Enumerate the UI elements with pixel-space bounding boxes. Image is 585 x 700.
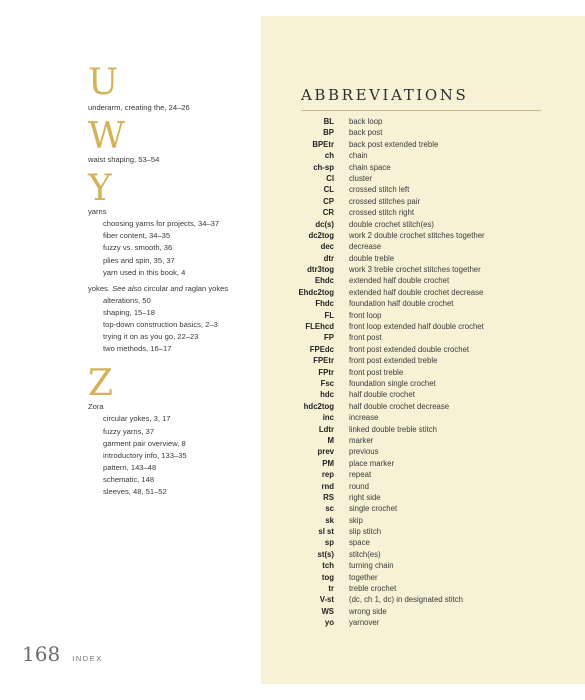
abbreviation-term: PM bbox=[322, 458, 334, 468]
abbreviation-definition: together bbox=[349, 572, 378, 582]
abbreviation-term: WS bbox=[321, 606, 334, 616]
abbreviation-row bbox=[261, 606, 585, 617]
abbreviation-row bbox=[261, 503, 585, 514]
abbreviation-term: CP bbox=[323, 196, 334, 206]
abbreviations-panel bbox=[261, 16, 585, 684]
abbreviation-definition: back post extended treble bbox=[349, 139, 439, 149]
abbreviation-row bbox=[261, 298, 585, 309]
abbreviation-row bbox=[261, 378, 585, 389]
abbreviation-row bbox=[261, 424, 585, 435]
abbreviation-row bbox=[261, 515, 585, 526]
index-entry: waist shaping, 53–54 bbox=[88, 155, 160, 165]
index-subentry: two methods, 16–17 bbox=[103, 344, 172, 354]
index-subentry: yarn used in this book, 4 bbox=[103, 267, 186, 277]
abbreviation-row bbox=[261, 412, 585, 423]
abbreviation-row bbox=[261, 184, 585, 195]
abbreviation-definition: work 2 double crochet stitches together bbox=[349, 230, 485, 240]
abbreviation-term: yo bbox=[324, 618, 334, 628]
yokes-head-a: yokes. bbox=[88, 283, 113, 293]
index-section-w bbox=[88, 116, 260, 166]
abbreviation-row bbox=[261, 253, 585, 264]
abbreviation-definition: front post extended double crochet bbox=[349, 344, 470, 354]
abbreviation-term: sp bbox=[324, 538, 334, 548]
index-subentry: sleeves, 48, 51–52 bbox=[103, 486, 167, 496]
abbreviation-term: dc2tog bbox=[308, 230, 334, 240]
index-section-y bbox=[88, 168, 260, 355]
abbreviation-definition: place marker bbox=[349, 458, 395, 468]
abbreviation-term: FL bbox=[324, 310, 334, 320]
index-subentry: fiber content, 34–35 bbox=[103, 231, 171, 241]
abbreviation-term: FP bbox=[324, 333, 334, 343]
abbreviation-row bbox=[261, 481, 585, 492]
abbreviation-term: hdc2tog bbox=[303, 401, 334, 411]
abbreviation-row bbox=[261, 355, 585, 366]
abbreviation-term: CR bbox=[322, 208, 334, 218]
abbreviation-term: st(s) bbox=[317, 549, 334, 559]
index-section-u bbox=[88, 62, 260, 114]
abbreviation-row bbox=[261, 401, 585, 412]
abbreviation-term: sk bbox=[325, 515, 334, 525]
index-subentry: top-down construction basics, 2–3 bbox=[103, 320, 218, 330]
yokes-head-e: raglan yokes bbox=[183, 283, 229, 293]
abbreviation-definition: crossed stitches pair bbox=[349, 196, 421, 206]
abbreviation-definition: double treble bbox=[349, 253, 395, 263]
abbreviation-term: tog bbox=[321, 572, 334, 582]
abbreviation-definition: half double crochet decrease bbox=[349, 401, 450, 411]
abbreviation-definition: linked double treble stitch bbox=[349, 424, 437, 434]
abbreviation-term: RS bbox=[323, 492, 334, 502]
abbreviation-row bbox=[261, 275, 585, 286]
index-letter-y: Y bbox=[88, 168, 112, 210]
abbreviation-definition: half double crochet bbox=[349, 390, 415, 400]
index-subentry: plies and spin, 35, 37 bbox=[103, 255, 175, 265]
abbreviation-row bbox=[261, 492, 585, 503]
abbreviation-definition: space bbox=[349, 538, 370, 548]
abbreviation-definition: extended half double crochet decrease bbox=[349, 287, 484, 297]
abbreviation-definition: marker bbox=[349, 435, 374, 445]
index-letter-u: U bbox=[88, 62, 119, 103]
yokes-head-and: and bbox=[170, 283, 183, 293]
abbreviation-row bbox=[261, 344, 585, 355]
page-number: 168 bbox=[22, 642, 61, 666]
abbreviation-row bbox=[261, 196, 585, 207]
abbreviation-definition: single crochet bbox=[349, 504, 398, 514]
index-letter-w: W bbox=[88, 116, 126, 158]
abbreviation-definition: extended half double crochet bbox=[349, 276, 450, 286]
abbreviation-term: ch bbox=[324, 151, 334, 161]
index-section-z bbox=[88, 363, 260, 498]
abbreviation-term: sl st bbox=[318, 527, 334, 537]
abbreviation-definition: turning chain bbox=[349, 561, 394, 571]
abbreviation-row bbox=[261, 572, 585, 583]
abbreviation-row bbox=[261, 127, 585, 138]
abbreviation-term: Fsc bbox=[320, 378, 334, 388]
abbreviation-row bbox=[261, 321, 585, 332]
index-entry-zora: Zora bbox=[88, 402, 104, 412]
yokes-head-see-also: See also bbox=[112, 283, 142, 293]
abbreviation-term: dtr bbox=[323, 253, 334, 263]
abbreviation-definition: increase bbox=[349, 413, 379, 423]
index-subentry: alterations, 50 bbox=[103, 295, 151, 305]
abbreviation-row bbox=[261, 230, 585, 241]
abbreviation-term: M bbox=[327, 435, 334, 445]
abbreviation-row bbox=[261, 560, 585, 571]
abbreviation-definition: crossed stitch left bbox=[349, 185, 410, 195]
index-letter-z: Z bbox=[88, 363, 114, 405]
abbreviation-row bbox=[261, 241, 585, 252]
abbreviation-row bbox=[261, 264, 585, 275]
abbreviation-term: Cl bbox=[326, 173, 334, 183]
abbreviation-definition: front loop extended half double crochet bbox=[349, 322, 484, 332]
abbreviation-row bbox=[261, 162, 585, 173]
abbreviation-row bbox=[261, 469, 585, 480]
section-label: INDEX bbox=[72, 654, 103, 663]
index-subentry: garment pair overview, 8 bbox=[103, 438, 186, 448]
index-subentry: schematic, 148 bbox=[103, 474, 155, 484]
abbreviation-row bbox=[261, 207, 585, 218]
index-subentry: fuzzy vs. smooth, 36 bbox=[103, 243, 173, 253]
index-entry: underarm, creating the, 24–26 bbox=[88, 103, 190, 112]
abbreviation-definition: treble crochet bbox=[349, 584, 397, 594]
abbreviation-row bbox=[261, 173, 585, 184]
index-subentry: circular yokes, 3, 17 bbox=[103, 414, 171, 424]
abbreviation-definition: cluster bbox=[349, 173, 372, 183]
index-subentry: fuzzy yarns, 37 bbox=[103, 426, 155, 436]
abbreviation-row bbox=[261, 332, 585, 343]
abbreviation-row bbox=[261, 139, 585, 150]
abbreviation-row bbox=[261, 219, 585, 230]
index-subentry: introductory info, 133–35 bbox=[103, 450, 187, 460]
abbreviation-term: Fhdc bbox=[315, 299, 334, 309]
abbreviation-definition: foundation half double crochet bbox=[349, 299, 454, 309]
abbreviation-definition: front post treble bbox=[349, 367, 404, 377]
abbreviation-term: inc bbox=[322, 413, 334, 423]
abbreviation-definition: yarnover bbox=[349, 618, 380, 628]
index-entry-yokes bbox=[88, 283, 260, 295]
abbreviation-definition: chain space bbox=[349, 162, 391, 172]
abbreviation-definition: double crochet stitch(es) bbox=[349, 219, 434, 229]
abbreviation-definition: front loop bbox=[349, 310, 382, 320]
abbreviation-definition: crossed stitch right bbox=[349, 208, 414, 218]
abbreviation-row bbox=[261, 435, 585, 446]
abbreviation-row bbox=[261, 526, 585, 537]
abbreviation-term: Ehdc bbox=[314, 276, 334, 286]
abbreviation-term: FPtr bbox=[318, 367, 334, 377]
index-entry-yarns: yarns bbox=[88, 207, 107, 217]
index-subentry: trying it on as you go, 22–23 bbox=[103, 332, 199, 342]
abbreviation-term: BL bbox=[323, 117, 334, 126]
abbreviation-term: FLEhcd bbox=[305, 322, 334, 332]
title-divider bbox=[301, 110, 541, 111]
abbreviation-definition: skip bbox=[349, 515, 363, 525]
abbreviation-row bbox=[261, 583, 585, 594]
abbreviation-definition: slip stitch bbox=[349, 527, 382, 537]
abbreviation-definition: work 3 treble crochet stitches together bbox=[349, 265, 481, 275]
abbreviation-term: CL bbox=[323, 185, 334, 195]
abbreviation-term: FPEtr bbox=[313, 356, 334, 366]
abbreviation-term: BPEtr bbox=[312, 139, 334, 149]
abbreviation-row bbox=[261, 458, 585, 469]
abbreviation-definition: decrease bbox=[349, 242, 382, 252]
abbreviation-definition: front post extended treble bbox=[349, 356, 438, 366]
abbreviation-term: tch bbox=[322, 561, 334, 571]
index-subentry: pattern, 143–48 bbox=[103, 462, 157, 472]
abbreviation-term: Ldtr bbox=[318, 424, 334, 434]
abbreviation-term: dtr3tog bbox=[307, 265, 334, 275]
abbreviation-row bbox=[261, 389, 585, 400]
abbreviation-definition: chain bbox=[349, 151, 368, 161]
abbreviation-term: prev bbox=[317, 447, 334, 457]
abbreviation-term: rep bbox=[321, 470, 334, 480]
abbreviation-row bbox=[261, 150, 585, 161]
abbreviation-term: rnd bbox=[321, 481, 334, 491]
abbreviation-definition: right side bbox=[349, 492, 381, 502]
abbreviation-row bbox=[261, 367, 585, 378]
abbreviation-row bbox=[261, 594, 585, 605]
index-subentry: choosing yarns for projects, 34–37 bbox=[103, 219, 220, 229]
abbreviation-definition: (dc, ch 1, dc) in designated stitch bbox=[349, 595, 463, 605]
abbreviation-term: dc(s) bbox=[315, 219, 334, 229]
abbreviation-definition: foundation single crochet bbox=[349, 378, 436, 388]
abbreviation-row bbox=[261, 537, 585, 548]
abbreviation-row bbox=[261, 549, 585, 560]
abbreviation-row bbox=[261, 310, 585, 321]
abbreviation-term: FPEdc bbox=[309, 344, 334, 354]
abbreviation-definition: stitch(es) bbox=[349, 549, 381, 559]
abbreviations-title: ABBREVIATIONS bbox=[301, 86, 469, 104]
abbreviation-row bbox=[261, 617, 585, 628]
page-footer bbox=[22, 642, 103, 666]
abbreviation-definition: previous bbox=[349, 447, 379, 457]
abbreviation-definition: back post bbox=[349, 128, 383, 138]
abbreviation-row bbox=[261, 287, 585, 298]
abbreviation-term: ch-sp bbox=[313, 162, 334, 172]
abbreviation-definition: round bbox=[349, 481, 369, 491]
abbreviation-term: sc bbox=[325, 504, 334, 514]
abbreviation-definition: wrong side bbox=[349, 606, 387, 616]
abbreviation-row bbox=[261, 446, 585, 457]
abbreviation-term: Ehdc2tog bbox=[298, 287, 334, 297]
abbreviations-list bbox=[261, 116, 585, 629]
index-column bbox=[88, 62, 260, 498]
abbreviation-term: tr bbox=[328, 584, 334, 594]
abbreviation-definition: back loop bbox=[349, 117, 383, 126]
abbreviation-term: BP bbox=[323, 128, 334, 138]
index-subentry: shaping, 15–18 bbox=[103, 307, 155, 317]
abbreviation-term: hdc bbox=[320, 390, 334, 400]
abbreviation-definition: repeat bbox=[349, 470, 372, 480]
yokes-head-c: circular bbox=[141, 283, 171, 293]
abbreviation-row bbox=[261, 116, 585, 127]
abbreviation-term: V-st bbox=[319, 595, 334, 605]
abbreviation-term: dec bbox=[320, 242, 334, 252]
abbreviation-definition: front post bbox=[349, 333, 382, 343]
